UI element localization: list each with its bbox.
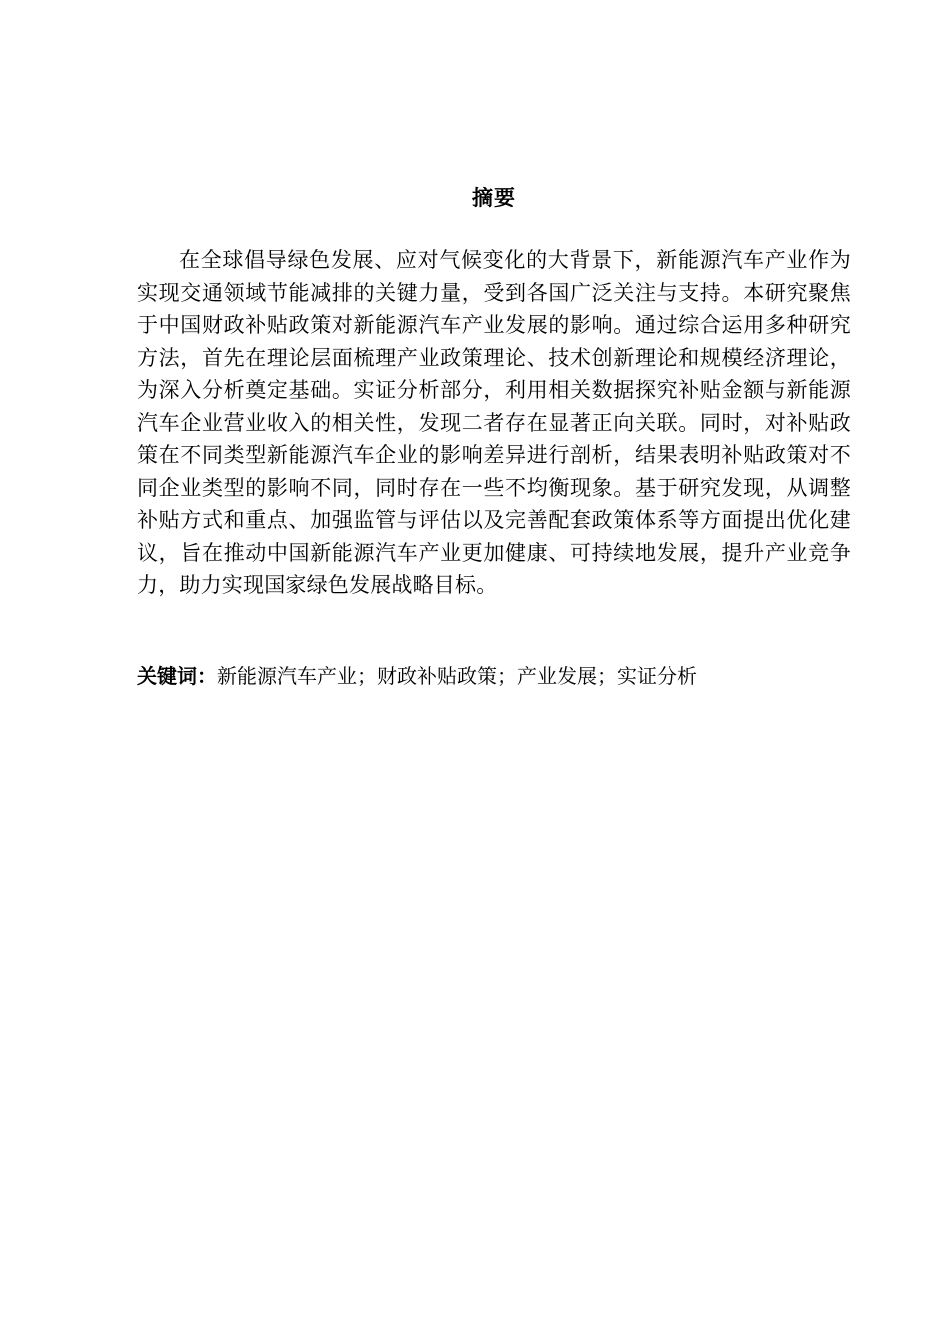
keywords-label: 关键词： — [137, 664, 217, 688]
keywords-line — [137, 660, 851, 692]
abstract-body: 在全球倡导绿色发展、应对气候变化的大背景下，新能源汽车产业作为实现交通领域节能减排的关键力量，受到各国广泛关注与支持。本研究聚焦于中国财政补贴政策对新能源汽车产业发展的影响。通过综合运用多种研究方法，首先在理论层面梳理产业政策理论、技术创新理论和规模经济理论，为深入分析奠定基础。实证分析部分，利用相关数据探究补贴金额与新能源汽车企业营业收入的相关性，发现二者存在显著正向关联。同时，对补贴政策在不同类型新能源汽车企业的影响差异进行剖析，结果表明补贴政策对不同企业类型的影响不同，同时存在一些不均衡现象。基于研究发现，从调整补贴方式和重点、加强监管与评估以及完善配套政策体系等方面提出优化建议，旨在推动中国新能源汽车产业更加健康、可持续地发展，提升产业竞争力，助力实现国家绿色发展战略目标。 — [137, 248, 851, 597]
keywords-text: 新能源汽车产业；财政补贴政策；产业发展；实证分析 — [217, 664, 697, 688]
abstract-title: 摘要 — [472, 186, 516, 210]
